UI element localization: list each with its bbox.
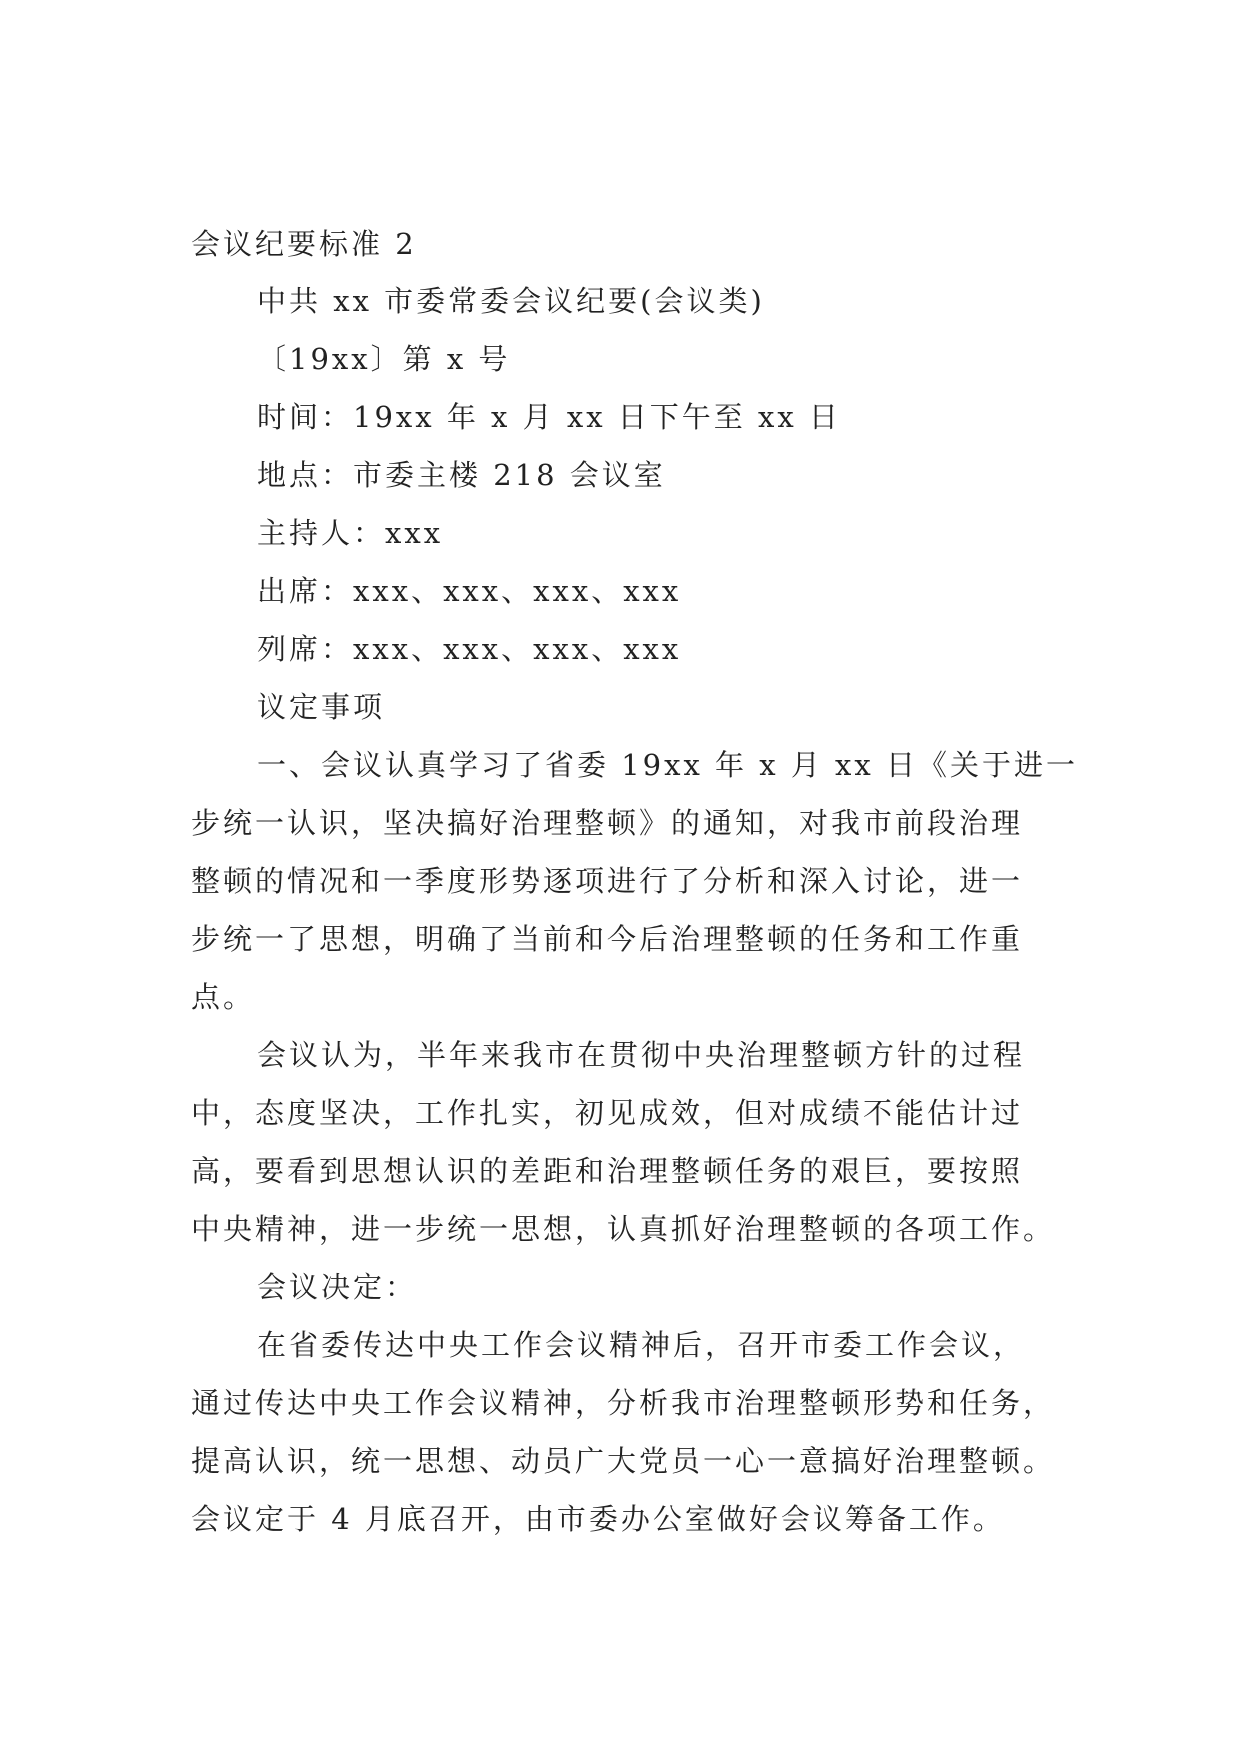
document-subtitle: 中共 xx 市委常委会议纪要(会议类) bbox=[257, 284, 765, 318]
meeting-place: 地点：市委主楼 218 会议室 bbox=[257, 458, 666, 492]
paragraph-line: 提高认识，统一思想、动员广大党员一心一意搞好治理整顿。 bbox=[191, 1444, 1056, 1478]
paragraph-line: 通过传达中央工作会议精神，分析我市治理整顿形势和任务， bbox=[191, 1386, 1056, 1420]
meeting-attendees: 出席：xxx、xxx、xxx、xxx bbox=[257, 574, 682, 608]
document-title: 会议纪要标准 2 bbox=[191, 227, 417, 261]
issue-number: 〔19xx〕第 x 号 bbox=[257, 342, 511, 376]
paragraph-line: 高，要看到思想认识的差距和治理整顿任务的艰巨，要按照 bbox=[191, 1154, 1024, 1188]
paragraph-line: 会议认为，半年来我市在贯彻中央治理整顿方针的过程 bbox=[257, 1038, 1026, 1072]
meeting-time: 时间：19xx 年 x 月 xx 日下午至 xx 日 bbox=[257, 400, 841, 434]
meeting-observers: 列席：xxx、xxx、xxx、xxx bbox=[257, 632, 682, 666]
meeting-host: 主持人：xxx bbox=[257, 516, 444, 550]
section-heading: 议定事项 bbox=[257, 690, 386, 724]
paragraph-line: 步统一了思想，明确了当前和今后治理整顿的任务和工作重 bbox=[191, 922, 1024, 956]
paragraph-line: 点。 bbox=[191, 980, 256, 1014]
paragraph-line: 在省委传达中央工作会议精神后，召开市委工作会议， bbox=[257, 1328, 1026, 1362]
paragraph-line: 会议定于 4 月底召开，由市委办公室做好会议筹备工作。 bbox=[191, 1502, 1005, 1536]
paragraph-line: 整顿的情况和一季度形势逐项进行了分析和深入讨论，进一 bbox=[191, 864, 1024, 898]
decision-heading: 会议决定： bbox=[257, 1270, 418, 1304]
paragraph-line: 中央精神，进一步统一思想，认真抓好治理整顿的各项工作。 bbox=[191, 1212, 1056, 1246]
paragraph-line: 步统一认识，坚决搞好治理整顿》的通知，对我市前段治理 bbox=[191, 806, 1024, 840]
paragraph-line: 一、会议认真学习了省委 19xx 年 x 月 xx 日《关于进一 bbox=[257, 748, 1078, 782]
paragraph-line: 中，态度坚决，工作扎实，初见成效，但对成绩不能估计过 bbox=[191, 1096, 1024, 1130]
